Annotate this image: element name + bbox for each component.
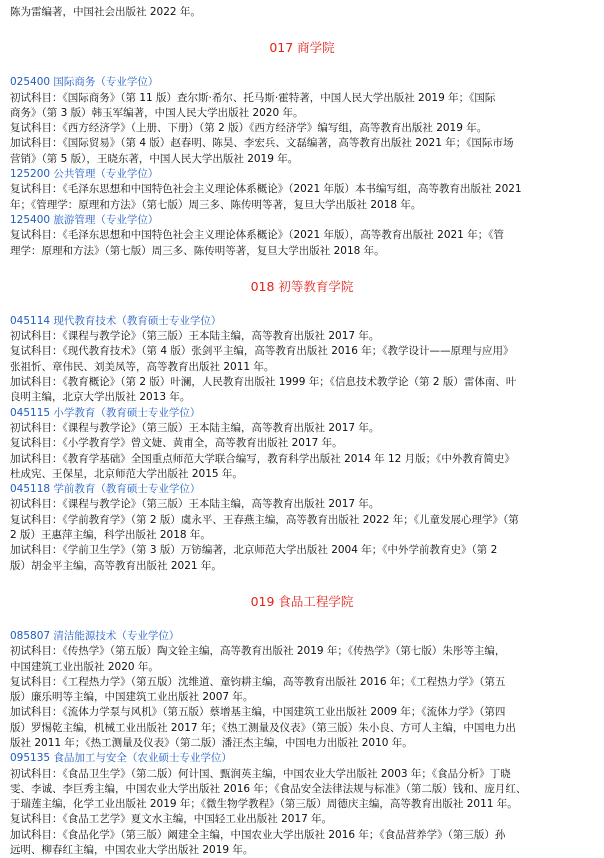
text-line: 复试科目：《小学教育学》曾文婕、黄甫全，高等教育出版社 2017 年。 [10, 437, 343, 450]
text-line: 加试科目：《教育概论》（第 2 版）叶澜，人民教育出版社 1999 年；《信息技术教学论（第 2 版）雷体南、叶 [10, 376, 517, 389]
spacer [10, 611, 594, 629]
spacer [10, 574, 594, 593]
text-line: 版）胡金平主编，高等教育出版社 2021 年。 [10, 559, 222, 572]
text-line: 版）罗惕乾主编，机械工业出版社 2017 年；《热工测量及仪表》（第三版）朱小良、方可人主编，中国电力出 [10, 721, 516, 734]
program-title: 085807 清洁能源技术（专业学位） [10, 629, 180, 642]
text-line: 良明主编，北京大学出版社 2013 年。 [10, 391, 191, 404]
text-line: 加试科目：《流体力学泵与风机》（第五版）蔡增基主编，中国建筑工业出版社 2009 年；《流体力学》（第四 [10, 706, 506, 719]
program-title: 045118 学前教育（教育硕士专业学位） [10, 483, 201, 496]
text-line: 加试科目：《教育学基础》全国重点师范大学联合编写，教育科学出版社 2014 年 12 月版；《中外教育简史》 [10, 452, 515, 465]
text-line: 杜成宪、王保星，北京师范大学出版社 2015 年。 [10, 467, 243, 480]
text-line: 于瑞莲主编，化学工业出版社 2019 年；《微生物学教程》（第三版）周德庆主编，高等教育出版社 2011 年。 [10, 798, 518, 811]
college-title: 018 初等教育学院 [250, 278, 354, 294]
college-title: 017 商学院 [269, 40, 335, 56]
text-line: 复试科目：《工程热力学》（第五版）沈维道、童钧耕主编，高等教育出版社 2016 年；《工程热力学》（第五 [10, 675, 506, 688]
text-line: 初试科目：《课程与教学论》（第三版）王本陆主编，高等教育出版社 2017 年。 [10, 498, 380, 511]
college-list [10, 20, 594, 858]
program-section [10, 314, 594, 406]
text-line: 版）廉乐明等主编，中国建筑工业出版社 2007 年。 [10, 691, 254, 704]
text-line: 复试科目：《毛泽东思想和中国特色社会主义理论体系概论》（2021 年版）本书编写组，高等教育出版社 2021 [10, 183, 522, 196]
program-title: 045115 小学教育（教育硕士专业学位） [10, 406, 201, 419]
text-line: 加试科目：《国际贸易》（第 4 版）赵春明、陈昊、李宏兵、文磊编著，高等教育出版社 2021 年；《国际市场 [10, 137, 514, 150]
text-line: 初试科目：《食品卫生学》（第二版）何计国、甄润英主编，中国农业大学出版社 2003 年；《食品分析》丁晓 [10, 767, 511, 780]
program-title: 125200 公共管理（专业学位） [10, 168, 159, 181]
text-line: 加试科目：《食品化学》（第三版）阚建全主编，中国农业大学出版社 2016 年；《食品营养学》（第三版）孙 [10, 828, 506, 841]
college-title: 019 食品工程学院 [250, 593, 354, 609]
program-section [10, 629, 594, 751]
program-section [10, 751, 594, 858]
document-page [10, 5, 594, 858]
program-section [10, 213, 594, 259]
text-line: 初试科目：《国际商务》（第 11 版）查尔斯·希尔、托马斯·霍特著，中国人民大学出版社 2019 年；《国际 [10, 91, 496, 104]
text-line: 初试科目：《传热学》（第五版）陶文铨主编，高等教育出版社 2019 年；《传热学》（第七版）朱彤等主编， [10, 645, 506, 658]
text-line: 初试科目：《课程与教学论》（第三版）王本陆主编，高等教育出版社 2017 年。 [10, 330, 380, 343]
program-section [10, 406, 594, 482]
text-line: 初试科目：《课程与教学论》（第三版）王本陆主编，高等教育出版社 2017 年。 [10, 421, 380, 434]
text-line: 复试科目：《食品工艺学》夏文水主编，中国轻工业出版社 2017 年。 [10, 813, 333, 826]
text-line: 张祖忻、章伟民、刘美凤等，高等教育出版社 2011 年。 [10, 360, 275, 373]
spacer [10, 57, 594, 75]
text-line: 复试科目：《毛泽东思想和中国特色社会主义理论体系概论》（2021 年版），高等教育出版社 2021 年；《管 [10, 229, 504, 242]
text-line: 复试科目：《西方经济学》（上册、下册）（第 2 版）《西方经济学》编写组，高等教育出版社 2019 年。 [10, 122, 488, 135]
program-title: 125400 旅游管理（专业学位） [10, 213, 159, 226]
text-line: 版社 2011 年；《热工测量及仪表》（第二版）潘汪杰主编，中国电力出版社 2010 年。 [10, 736, 413, 749]
program-title: 045114 现代教育技术（教育硕士专业学位） [10, 314, 222, 327]
text-line: 雯、李诚、李巨秀主编，中国农业大学出版社 2016 年；《食品安全法律法规与标准》（第二版）钱和、庞月红、 [10, 782, 527, 795]
text-line: 商务》（第 3 版）韩玉军编著，中国人民大学出版社 2020 年。 [10, 106, 304, 119]
spacer [10, 20, 594, 39]
program-section [10, 167, 594, 213]
text-line: 2 版）王惠萍主编，科学出版社 2018 年。 [10, 529, 211, 542]
intro-line: 陈为雷编著，中国社会出版社 2022 年。 [10, 6, 201, 18]
spacer [10, 259, 594, 278]
text-line: 复试科目：《学前教育学》（第 2 版）虞永平、王春燕主编，高等教育出版社 2022 年；《儿童发展心理学》（第 [10, 513, 519, 526]
text-line: 中国建筑工业出版社 2020 年。 [10, 660, 159, 673]
text-line: 复试科目：《现代教育技术》（第 4 版）张剑平主编，高等教育出版社 2016 年；《教学设计——原理与应用》 [10, 345, 514, 358]
program-title: 095135 食品加工与安全（农业硕士专业学位） [10, 752, 232, 765]
text-line: 远明、柳春红主编，中国农业大学出版社 2019 年。 [10, 844, 254, 857]
program-title: 025400 国际商务（专业学位） [10, 76, 159, 89]
spacer [10, 296, 594, 314]
text-line: 理学：原理和方法》（第七版）周三多、陈传明等著，复旦大学出版社 2018 年。 [10, 244, 385, 257]
text-line: 营销》（第 5 版），王晓东著，中国人民大学出版社 2019 年。 [10, 152, 299, 165]
text-line: 加试科目：《学前卫生学》（第 3 版）万钫编著，北京师范大学出版社 2004 年；《中外学前教育史》（第 2 [10, 544, 498, 557]
program-section [10, 75, 594, 167]
program-section [10, 482, 594, 574]
text-line: 年；《管理学：原理和方法》（第七版）周三多、陈传明等著，复旦大学出版社 2018 年。 [10, 198, 422, 211]
